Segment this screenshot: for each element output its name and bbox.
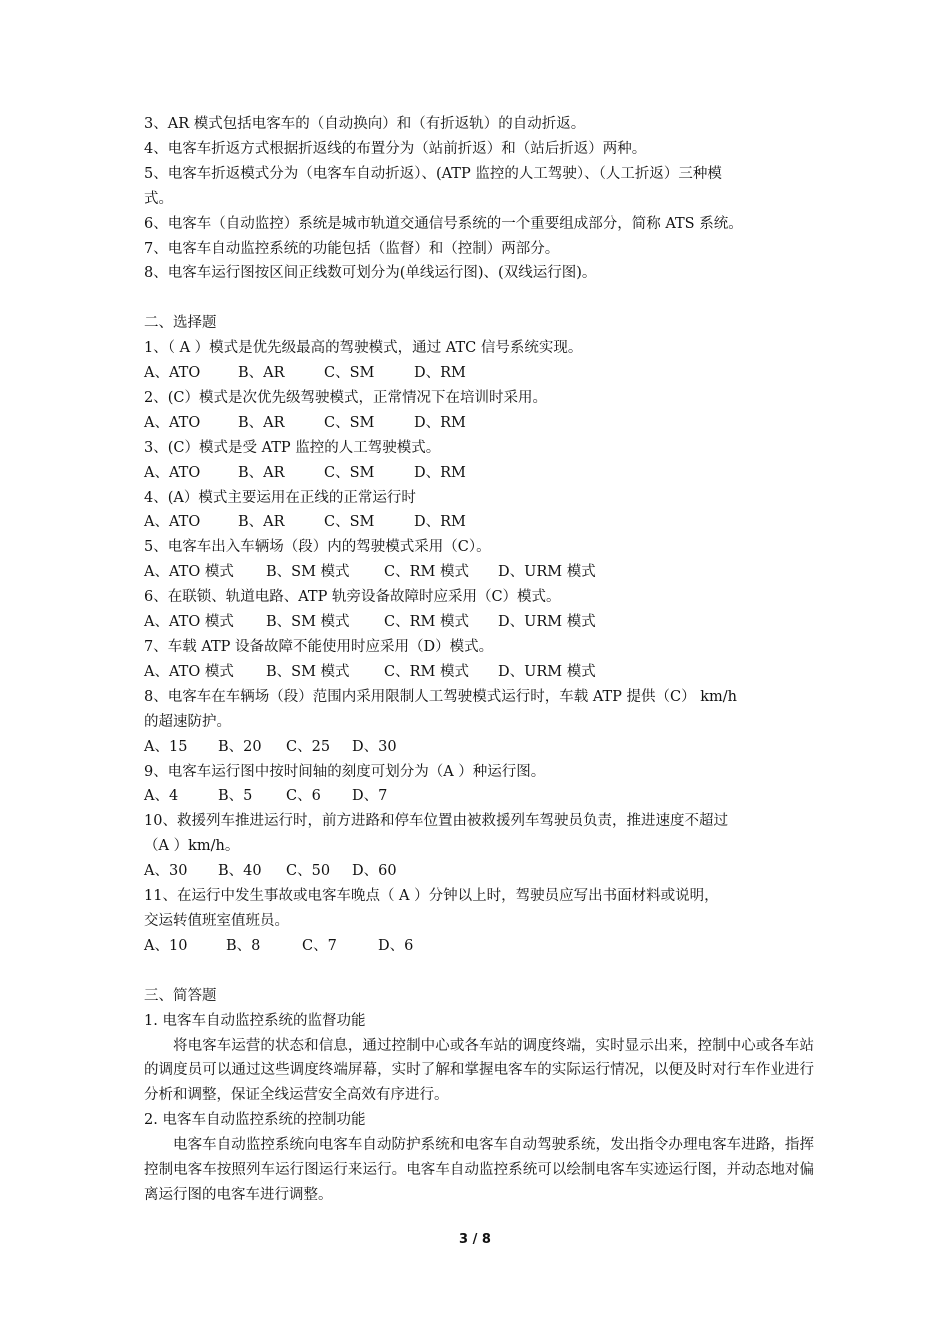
- question-continuation: （A ）km/h。: [144, 838, 240, 855]
- section-title: 三、简答题: [144, 987, 217, 1004]
- option: A、ATO 模式: [144, 663, 234, 680]
- fill-item: 4、电客车折返方式根据折返线的布置分为（站前折返）和（站后折返）两种。: [144, 140, 647, 157]
- option: C、SM: [324, 464, 375, 481]
- question-continuation: 的超速防护。: [144, 713, 231, 730]
- option: A、ATO 模式: [144, 564, 234, 581]
- option: D、30: [352, 738, 397, 755]
- option: A、ATO: [144, 365, 201, 382]
- page-number: 3 / 8: [459, 1232, 491, 1247]
- question: 1、（ A ）模式是优先级最高的驾驶模式，通过 ATC 信号系统实现。: [144, 340, 583, 357]
- option: B、20: [218, 738, 262, 755]
- answer-options: [144, 784, 814, 809]
- option: A、4: [144, 788, 179, 805]
- option: C、SM: [324, 414, 375, 431]
- answer-options: [144, 610, 814, 635]
- option: D、URM 模式: [498, 614, 596, 631]
- option: A、10: [144, 937, 188, 954]
- option: B、40: [218, 863, 262, 880]
- question: 6、在联锁、轨道电路、ATP 轨旁设备故障时应采用（C）模式。: [144, 589, 561, 606]
- option: D、7: [352, 788, 388, 805]
- fill-item: 6、电客车（自动监控）系统是城市轨道交通信号系统的一个重要组成部分，简称 ATS 系统。: [144, 215, 743, 232]
- option: D、6: [378, 937, 414, 954]
- option: A、ATO: [144, 464, 201, 481]
- question-continuation: 交运转值班室值班员。: [144, 912, 289, 929]
- question: 4、(A）模式主要运用在正线的正常运行时: [144, 489, 416, 506]
- document-body: [144, 112, 814, 1208]
- answer-options: [144, 461, 814, 486]
- answer-options: [144, 361, 814, 386]
- option: C、RM 模式: [384, 663, 469, 680]
- question: 11、在运行中发生事故或电客车晚点（ A ）分钟以上时，驾驶员应写出书面材料或说明，: [144, 888, 719, 905]
- option: D、60: [352, 863, 397, 880]
- question: 10、救援列车推进运行时，前方进路和停车位置由被救援列车驾驶员负责，推进速度不超过: [144, 813, 728, 830]
- answer-options: [144, 510, 814, 535]
- option: A、ATO: [144, 414, 201, 431]
- option: C、RM 模式: [384, 614, 469, 631]
- option: D、URM 模式: [498, 663, 596, 680]
- option: A、ATO: [144, 514, 201, 531]
- question: 7、车载 ATP 设备故障不能使用时应采用（D）模式。: [144, 639, 494, 656]
- answer-options: [144, 560, 814, 585]
- fill-item: 5、电客车折返模式分为（电客车自动折返）、(ATP 监控的人工驾驶）、（人工折返）三种模: [144, 165, 722, 182]
- fill-item: 式。: [144, 190, 173, 207]
- question: 9、电客车运行图中按时间轴的刻度可划分为（A ）种运行图。: [144, 763, 546, 780]
- option: B、AR: [238, 414, 285, 431]
- question: 2、(C）模式是次优先级驾驶模式，正常情况下在培训时采用。: [144, 389, 547, 406]
- question: 3、(C）模式是受 ATP 监控的人工驾驶模式。: [144, 439, 441, 456]
- option: B、AR: [238, 464, 285, 481]
- option: B、8: [226, 937, 261, 954]
- option: B、SM 模式: [266, 564, 350, 581]
- section-title: 二、选择题: [144, 315, 217, 332]
- option: C、25: [286, 738, 331, 755]
- option: B、AR: [238, 365, 285, 382]
- option: D、RM: [414, 514, 466, 531]
- option: D、RM: [414, 464, 466, 481]
- option: B、5: [218, 788, 253, 805]
- short-answer-body: 电客车自动监控系统向电客车自动防护系统和电客车自动驾驶系统，发出指令办理电客车进路，指挥控制电客车按照列车运行图运行来运行。电客车自动监控系统可以绘制电客车实迹运行图，并动态地对偏离运行图的电客车进行调整。: [144, 1137, 814, 1203]
- answer-options: [144, 859, 814, 884]
- fill-item: 7、电客车自动监控系统的功能包括（监督）和（控制）两部分。: [144, 240, 560, 257]
- option: C、SM: [324, 514, 375, 531]
- option: C、6: [286, 788, 321, 805]
- option: C、RM 模式: [384, 564, 469, 581]
- question: 8、电客车在车辆场（段）范围内采用限制人工驾驶模式运行时，车载 ATP 提供（C） km/h: [144, 688, 738, 705]
- option: B、SM 模式: [266, 663, 350, 680]
- option: A、15: [144, 738, 188, 755]
- option: C、50: [286, 863, 331, 880]
- short-answer-title: 1. 电客车自动监控系统的监督功能: [144, 1012, 366, 1029]
- option: D、RM: [414, 365, 466, 382]
- option: B、SM 模式: [266, 614, 350, 631]
- short-answer-body: 将电客车运营的状态和信息，通过控制中心或各车站的调度终端，实时显示出来，控制中心或各车站的调度员可以通过这些调度终端屏幕，实时了解和掌握电客车的实际运行情况，以便及时对行车作业进行分析和调整，保证全线运营安全高效有序进行。: [144, 1037, 814, 1104]
- question: 5、电客车出入车辆场（段）内的驾驶模式采用（C）。: [144, 539, 491, 556]
- option: A、ATO 模式: [144, 614, 234, 631]
- option: A、30: [144, 863, 188, 880]
- answer-options: [144, 934, 814, 959]
- option: D、RM: [414, 414, 466, 431]
- answer-options: [144, 411, 814, 436]
- answer-options: [144, 660, 814, 685]
- short-answer-title: 2. 电客车自动监控系统的控制功能: [144, 1112, 366, 1129]
- option: B、AR: [238, 514, 285, 531]
- option: D、URM 模式: [498, 564, 596, 581]
- option: C、SM: [324, 365, 375, 382]
- option: C、7: [302, 937, 337, 954]
- answer-options: [144, 735, 814, 760]
- fill-item: 3、AR 模式包括电客车的（自动换向）和（有折返轨）的自动折返。: [144, 116, 586, 132]
- fill-item: 8、电客车运行图按区间正线数可划分为(单线运行图)、(双线运行图)。: [144, 265, 597, 282]
